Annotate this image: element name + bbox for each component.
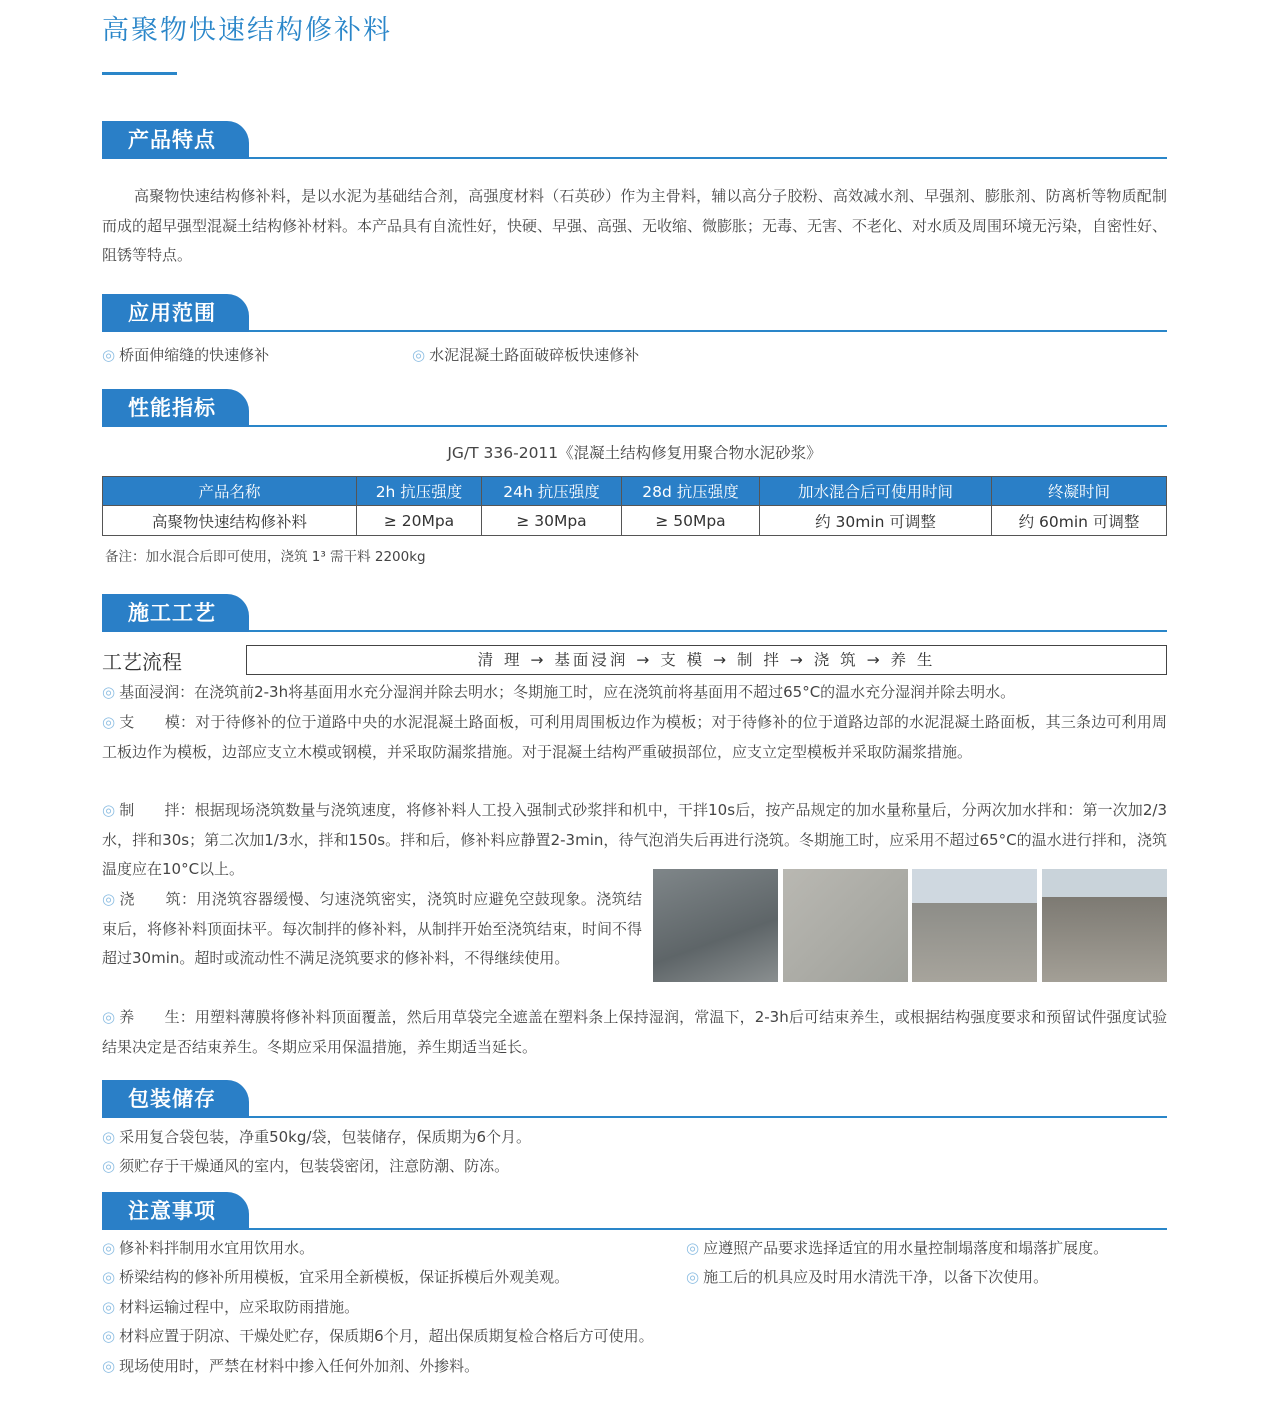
photo-workers-pouring [1042, 869, 1167, 982]
column-header: 2h 抗压强度 [357, 477, 482, 506]
table-cell: 高聚物快速结构修补料 [103, 506, 357, 536]
photo-concrete-surface [783, 869, 908, 982]
section-header-features [102, 121, 1167, 159]
table-note: 备注：加水混合后即可使用，浇筑 1³ 需干料 2200kg [105, 549, 426, 565]
table-cell: ≥ 20Mpa [357, 506, 482, 536]
section-header-packaging [102, 1080, 1167, 1118]
features-text: 高聚物快速结构修补料，是以水泥为基础结合剂，高强度材料（石英砂）作为主骨料，辅以高分子胶粉、高效减水剂、早强剂、膨胀剂、防离析等物质配制而成的超早强型混凝土结构修补材料。本产品具有自流性好，快硬、早强、高强、无收缩、微膨胀；无毒、无害、不老化、对水质及周围环境无污染，自密性好、阻锈等特点。 [102, 187, 1168, 265]
column-header: 产品名称 [103, 477, 357, 506]
section-title: 应用范围 [102, 294, 249, 332]
packaging-item: ◎ 采用复合袋包装，净重50kg/袋，包装储存，保质期为6个月。 [102, 1123, 1167, 1153]
note-item: ◎ 现场使用时，严禁在材料中掺入任何外加剂、外掺料。 [102, 1352, 1167, 1382]
section-title: 施工工艺 [102, 594, 249, 632]
table-cell: ≥ 30Mpa [482, 506, 622, 536]
flow-label: 工艺流程 [102, 650, 182, 674]
section-title: 产品特点 [102, 121, 249, 159]
process-step: ◎ 支 模：对于待修补的位于道路中央的水泥混凝土路面板，可利用周围板边作为模板；对于待修补的位于道路边部的水泥混凝土路面板，其三条边可利用周工板边作为模板，边部应支立木模或钢模，并采取防漏浆措施。对于混凝土结构严重破损部位，应支立定型模板并采取防漏浆措施。 [102, 708, 1167, 767]
process-flow: 清 理 → 基面浸润 → 支 模 → 制 拌 → 浇 筑 → 养 生 [246, 645, 1167, 675]
column-header: 加水混合后可使用时间 [760, 477, 992, 506]
performance-table [102, 476, 1167, 536]
process-step: ◎ 基面浸润：在浇筑前2-3h将基面用水充分湿润并除去明水；冬期施工时，应在浇筑前将基面用不超过65°C的温水充分湿润并除去明水。 [102, 678, 1167, 708]
note-item: ◎ 修补料拌制用水宜用饮用水。 [102, 1234, 1167, 1264]
column-header: 28d 抗压强度 [622, 477, 760, 506]
section-header-process [102, 594, 1167, 632]
process-step: ◎ 制 拌：根据现场浇筑数量与浇筑速度，将修补料人工投入强制式砂浆拌和机中，干拌10s后，按产品规定的加水量称量后，分两次加水拌和：第一次加2/3水，拌和30s；第二次加1/3水，拌和150s。拌和后，修补料应静置2-3min，待气泡消失后再进行浇筑。冬期施工时，应采用不超过65°C的温水进行拌和，浇筑温度应在10°C以上。 [102, 796, 1167, 885]
scope-item: ◎ 水泥混凝土路面破碎板快速修补 [412, 341, 812, 371]
section-header-notes [102, 1192, 1167, 1230]
table-cell: 约 30min 可调整 [760, 506, 992, 536]
note-item: ◎ 桥梁结构的修补所用模板，宜采用全新模板，保证拆模后外观美观。 [102, 1263, 1167, 1293]
scope-item: ◎ 桥面伸缩缝的快速修补 [102, 341, 402, 371]
page-title: 高聚物快速结构修补料 [102, 15, 392, 46]
column-header: 24h 抗压强度 [482, 477, 622, 506]
section-title: 包装储存 [102, 1080, 249, 1118]
photo-cracked-pavement [653, 869, 778, 982]
note-item: ◎ 材料应置于阴凉、干燥处贮存，保质期6个月，超出保质期复检合格后方可使用。 [102, 1322, 1167, 1352]
section-title: 注意事项 [102, 1192, 249, 1230]
section-title: 性能指标 [102, 389, 249, 427]
note-item: ◎ 材料运输过程中，应采取防雨措施。 [102, 1293, 1167, 1323]
standard-caption: JG/T 336-2011《混凝土结构修复用聚合物水泥砂浆》 [447, 444, 822, 462]
process-step: ◎ 浇 筑：用浇筑容器缓慢、匀速浇筑密实，浇筑时应避免空鼓现象。浇筑结束后，将修补料顶面抹平。每次制拌的修补料，从制拌开始至浇筑结束，时间不得超过30min。超时或流动性不满足浇筑要求的修补料，不得继续使用。 [102, 885, 642, 974]
title-underline [102, 72, 177, 75]
note-item: ◎ 施工后的机具应及时用水清洗干净，以备下次使用。 [686, 1263, 1166, 1293]
section-header-scope [102, 294, 1167, 332]
table-header-row [103, 477, 1167, 506]
section-header-performance [102, 389, 1167, 427]
table-cell: ≥ 50Mpa [622, 506, 760, 536]
packaging-item: ◎ 须贮存于干燥通风的室内，包装袋密闭，注意防潮、防冻。 [102, 1152, 1167, 1182]
photo-workers-repair [912, 869, 1037, 982]
table-row [103, 506, 1167, 536]
column-header: 终凝时间 [992, 477, 1167, 506]
table-cell: 约 60min 可调整 [992, 506, 1167, 536]
note-item: ◎ 应遵照产品要求选择适宜的用水量控制塌落度和塌落扩展度。 [686, 1234, 1166, 1264]
process-step: ◎ 养 生：用塑料薄膜将修补料顶面覆盖，然后用草袋完全遮盖在塑料条上保持湿润，常温下，2-3h后可结束养生，或根据结构强度要求和预留试件强度试验结果决定是否结束养生。冬期应采用保温措施，养生期适当延长。 [102, 1003, 1167, 1062]
